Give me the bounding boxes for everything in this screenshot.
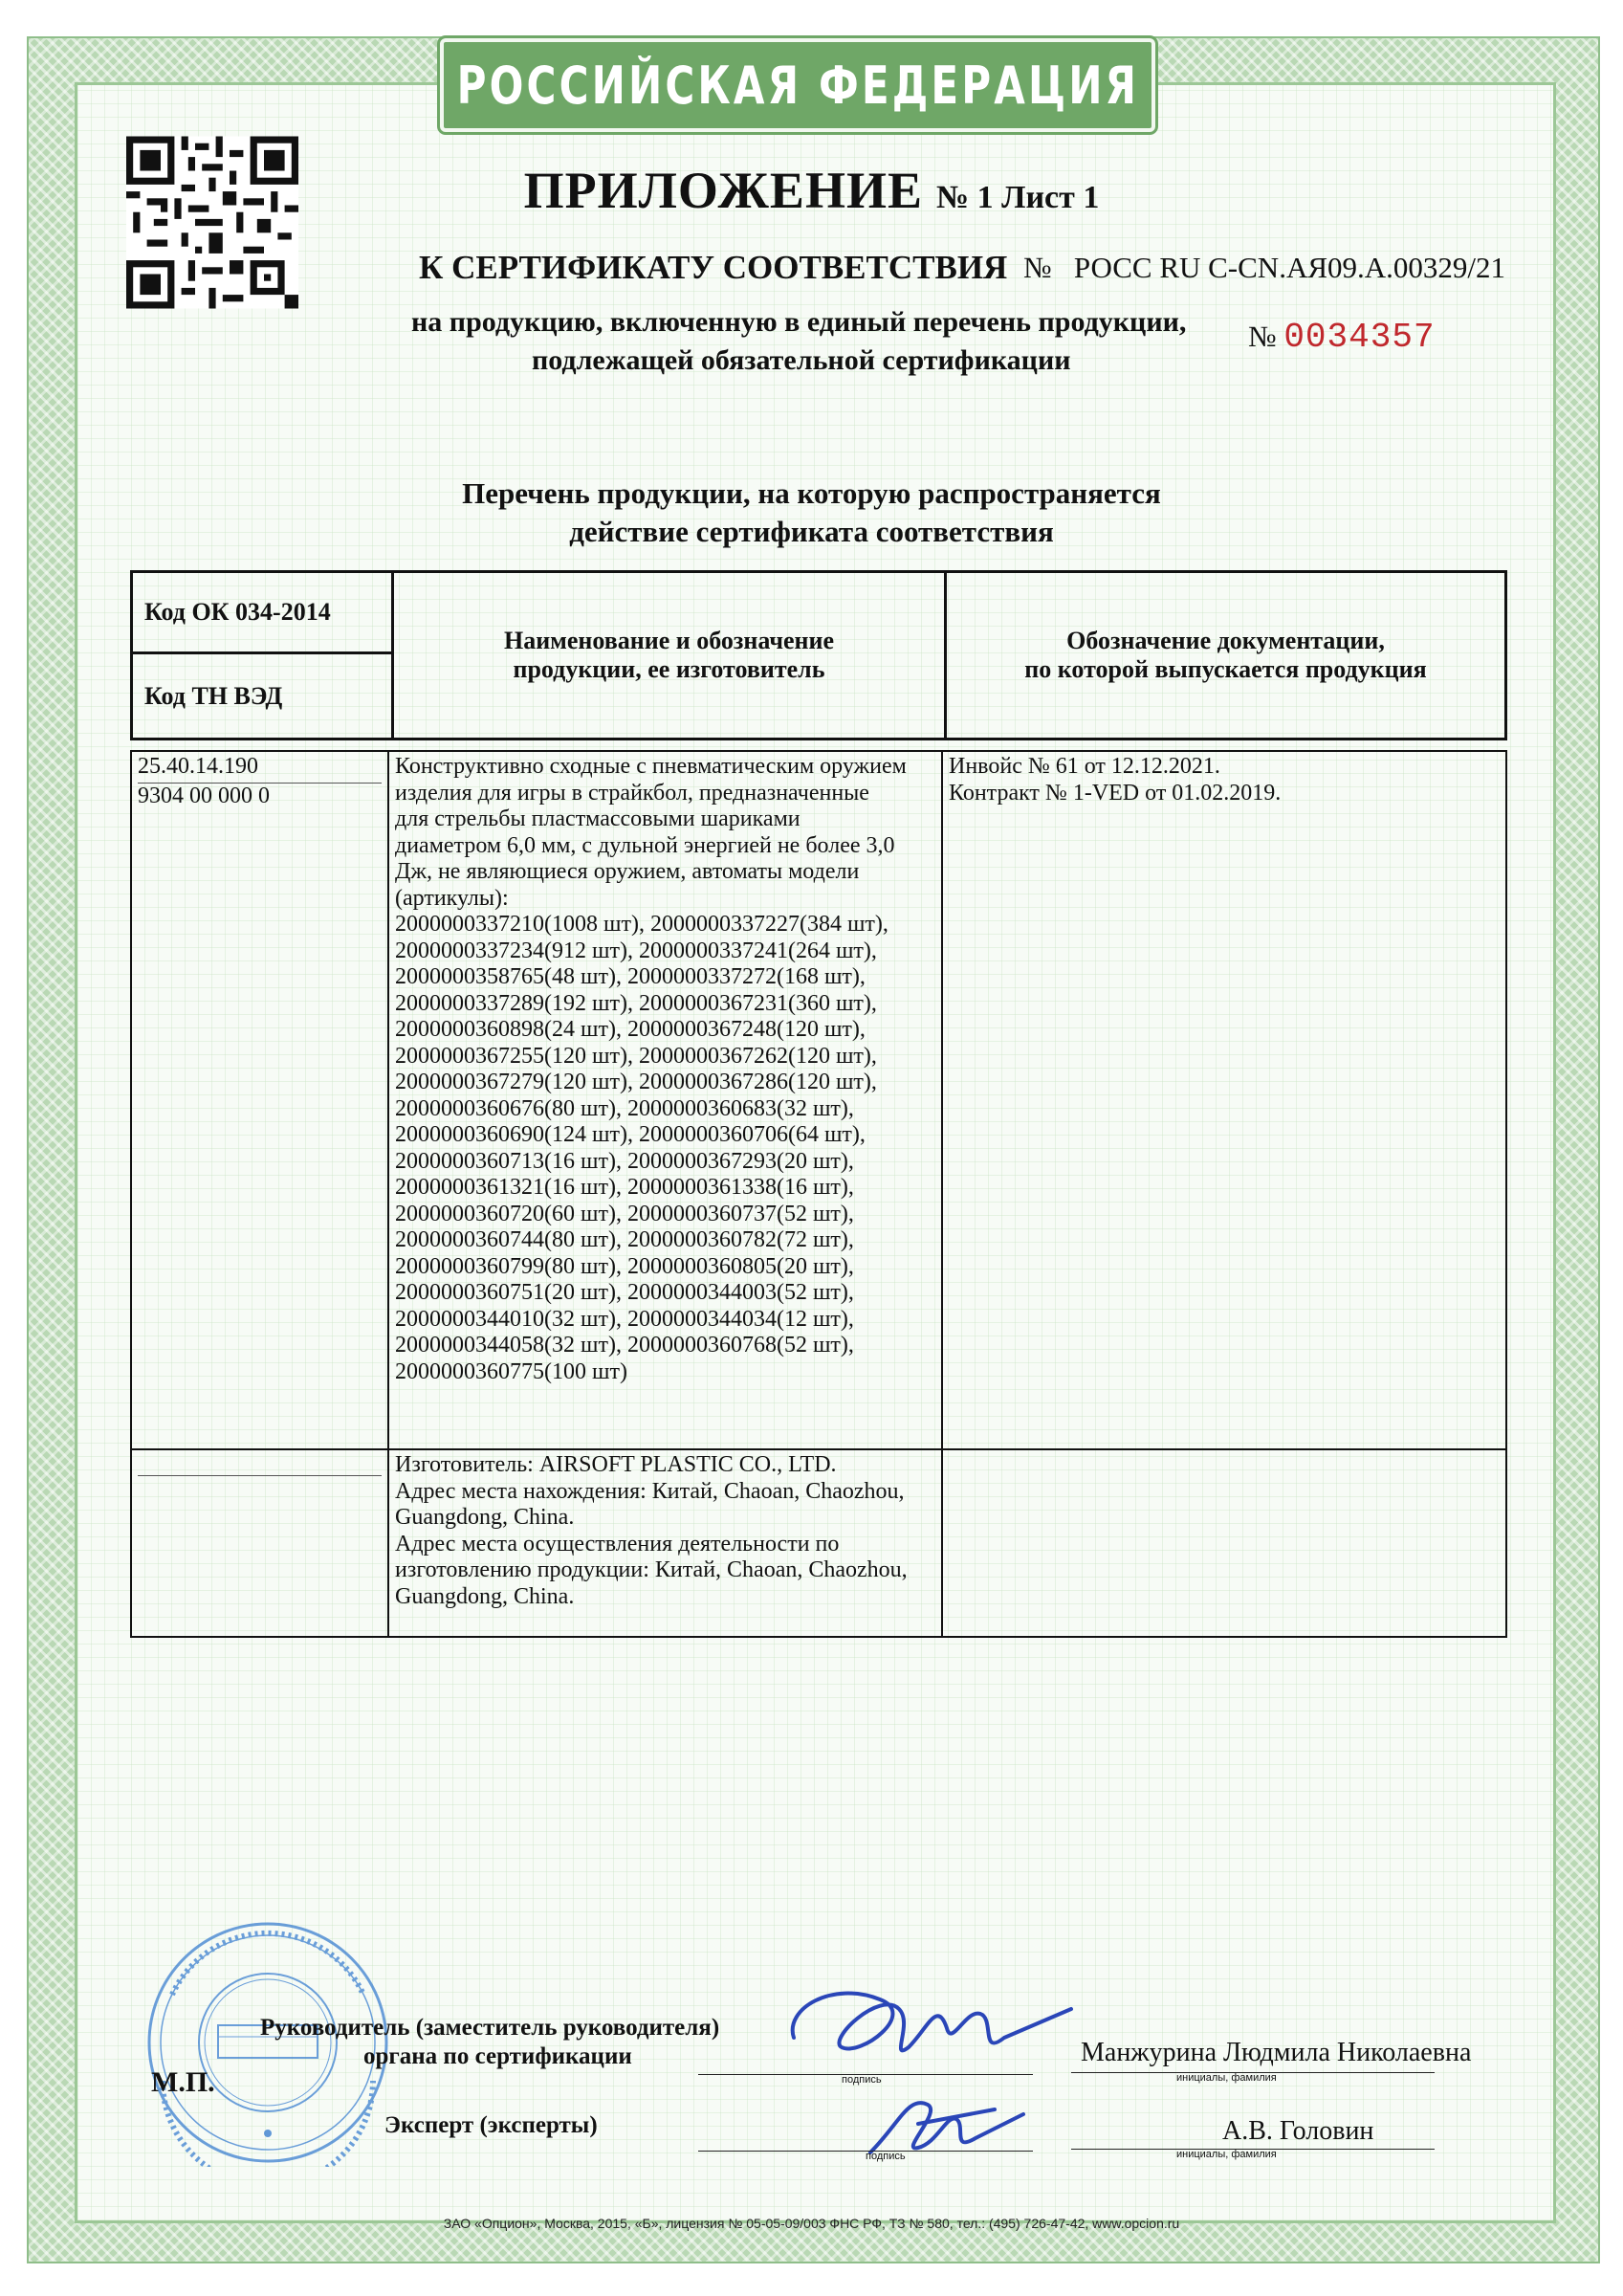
manufacturer-doc-cell <box>942 1449 1506 1637</box>
description-line: (артикулы): <box>395 885 509 911</box>
header-documentation-line1: Обозначение документации, <box>1066 627 1385 654</box>
article-line: 2000000360690(124 шт), 2000000360706(64 шт), <box>395 1122 866 1147</box>
description-cell <box>388 751 942 1449</box>
header-documentation <box>946 572 1506 740</box>
certificate-number-sign: № <box>1023 251 1052 284</box>
article-line: 2000000360713(16 шт), 2000000367293(20 шт), <box>395 1148 854 1174</box>
country-banner <box>440 38 1155 132</box>
appendix-title: ПРИЛОЖЕНИЕ <box>523 162 923 219</box>
certificate-number-value: РОСС RU C-CN.АЯ09.А.00329/21 <box>1073 251 1506 284</box>
article-line: 2000000360799(80 шт), 2000000360805(20 шт), <box>395 1253 854 1279</box>
table-header <box>130 570 1507 740</box>
expert-label: Эксперт (эксперты) <box>384 2112 598 2138</box>
expert-name: А.В. Головин <box>1222 2116 1374 2146</box>
product-scope-line1: на продукцию, включенную в единый перечень продукции, <box>411 306 1187 338</box>
header-code-tn: Код ТН ВЭД <box>132 653 393 740</box>
article-line: 2000000360775(100 шт) <box>395 1358 627 1384</box>
manufacturer-line: Адрес места осуществления деятельности по <box>395 1531 840 1556</box>
certification-body-stamp <box>134 1918 402 2167</box>
country-banner-text: РОССИЙСКАЯ ФЕДЕРАЦИЯ <box>456 55 1139 116</box>
table-row <box>131 751 1506 1449</box>
code-ok-value: 25.40.14.190 <box>138 754 382 784</box>
manufacturer-line: Адрес места нахождения: Китай, Chaoan, Chaozhou, <box>395 1478 905 1504</box>
head-signatory-label-line2: органа по сертификации <box>363 2043 632 2069</box>
header-product-name-line1: Наименование и обозначение <box>503 627 835 654</box>
seal-place-label: М.П. <box>151 2066 215 2098</box>
empty-code-line <box>138 1452 382 1476</box>
article-line: 2000000360744(80 шт), 2000000360782(72 шт), <box>395 1227 854 1252</box>
article-line: 2000000337234(912 шт), 2000000337241(264 шт), <box>395 938 877 963</box>
manufacturer-line: Изготовитель: AIRSOFT PLASTIC CO., LTD. <box>395 1452 837 1477</box>
initials-caption: инициалы, фамилия <box>1176 2149 1277 2160</box>
list-title-line1: Перечень продукции, на которую распространяется <box>462 476 1161 510</box>
article-line: 2000000367255(120 шт), 2000000367262(120 шт), <box>395 1043 877 1069</box>
article-line: 2000000358765(48 шт), 2000000337272(168 шт), <box>395 964 866 989</box>
header-code-ok: Код ОК 034-2014 <box>132 572 393 653</box>
manufacturer-codes-cell <box>131 1449 388 1637</box>
manufacturer-line: Guangdong, China. <box>395 1583 575 1609</box>
documentation-cell <box>942 751 1506 1449</box>
article-line: 2000000361321(16 шт), 2000000361338(16 шт), <box>395 1175 854 1200</box>
head-name: Манжурина Людмила Николаевна <box>1081 2038 1472 2067</box>
article-line: 2000000344010(32 шт), 2000000344034(12 шт), <box>395 1306 854 1332</box>
article-line: 2000000360720(60 шт), 2000000360737(52 шт), <box>395 1201 854 1226</box>
form-serial-label: № <box>1248 320 1277 353</box>
form-serial <box>1248 318 1436 357</box>
printer-footer: ЗАО «Опцион», Москва, 2015, «Б», лицензия № 05-05-09/003 ФНС РФ, ТЗ № 580, тел.: (495) 726-47-42, www.opcion.ru <box>443 2216 1180 2231</box>
signature-caption: подпись <box>866 2151 906 2162</box>
manufacturer-cell <box>388 1449 942 1637</box>
code-tn-value: 9304 00 000 0 <box>138 783 270 808</box>
contract-line: Контракт № 1-VED от 01.02.2019. <box>949 780 1282 806</box>
initials-caption: инициалы, фамилия <box>1176 2072 1277 2084</box>
header-documentation-line2: по которой выпускается продукция <box>1024 655 1427 683</box>
appendix-sheet-number: № 1 Лист 1 <box>935 180 1100 215</box>
head-signatory-label: Руководитель (заместитель руководителя) <box>260 2015 720 2041</box>
article-line: 2000000367279(120 шт), 2000000367286(120 шт), <box>395 1070 877 1094</box>
manufacturer-line: изготовлению продукции: Китай, Chaoan, Chaozhou, <box>395 1557 908 1582</box>
description-line: для стрельбы пластмассовыми шариками <box>395 806 801 831</box>
table-row <box>131 1449 1506 1637</box>
article-line: 2000000337289(192 шт), 2000000367231(360 шт), <box>395 990 877 1016</box>
form-serial-number: 0034357 <box>1283 318 1436 357</box>
product-scope-line2: подлежащей обязательной сертификации <box>532 344 1071 376</box>
signature-caption: подпись <box>842 2074 882 2086</box>
certificate-label: К СЕРТИФИКАТУ СООТВЕТСТВИЯ <box>419 249 1008 286</box>
article-line: 2000000360898(24 шт), 2000000367248(120 шт), <box>395 1017 866 1042</box>
description-line: Дж, не являющиеся оружием, автоматы модели <box>395 859 860 884</box>
invoice-line: Инвойс № 61 от 12.12.2021. <box>949 754 1220 779</box>
product-table <box>130 750 1507 1638</box>
article-line: 2000000337210(1008 шт), 2000000337227(384 шт), <box>395 912 888 937</box>
description-line: диаметром 6,0 мм, с дульной энергией не более 3,0 <box>395 832 895 858</box>
appendix-heading <box>0 161 1623 220</box>
codes-cell <box>131 751 388 1449</box>
description-line: изделия для игры в страйкбол, предназначенные <box>395 780 869 806</box>
manufacturer-line: Guangdong, China. <box>395 1505 575 1530</box>
article-line: 2000000360751(20 шт), 2000000344003(52 шт), <box>395 1280 854 1305</box>
list-title-line2: действие сертификата соответствия <box>569 515 1054 548</box>
certificate-number <box>1023 251 1505 285</box>
header-product-name <box>393 572 946 740</box>
article-line: 2000000360676(80 шт), 2000000360683(32 шт), <box>395 1095 854 1121</box>
article-line: 2000000344058(32 шт), 2000000360768(52 шт), <box>395 1333 854 1358</box>
head-signature <box>775 1971 1081 2076</box>
header-product-name-line2: продукции, ее изготовитель <box>513 655 825 683</box>
description-line: Конструктивно сходные с пневматическим оружием <box>395 754 907 779</box>
